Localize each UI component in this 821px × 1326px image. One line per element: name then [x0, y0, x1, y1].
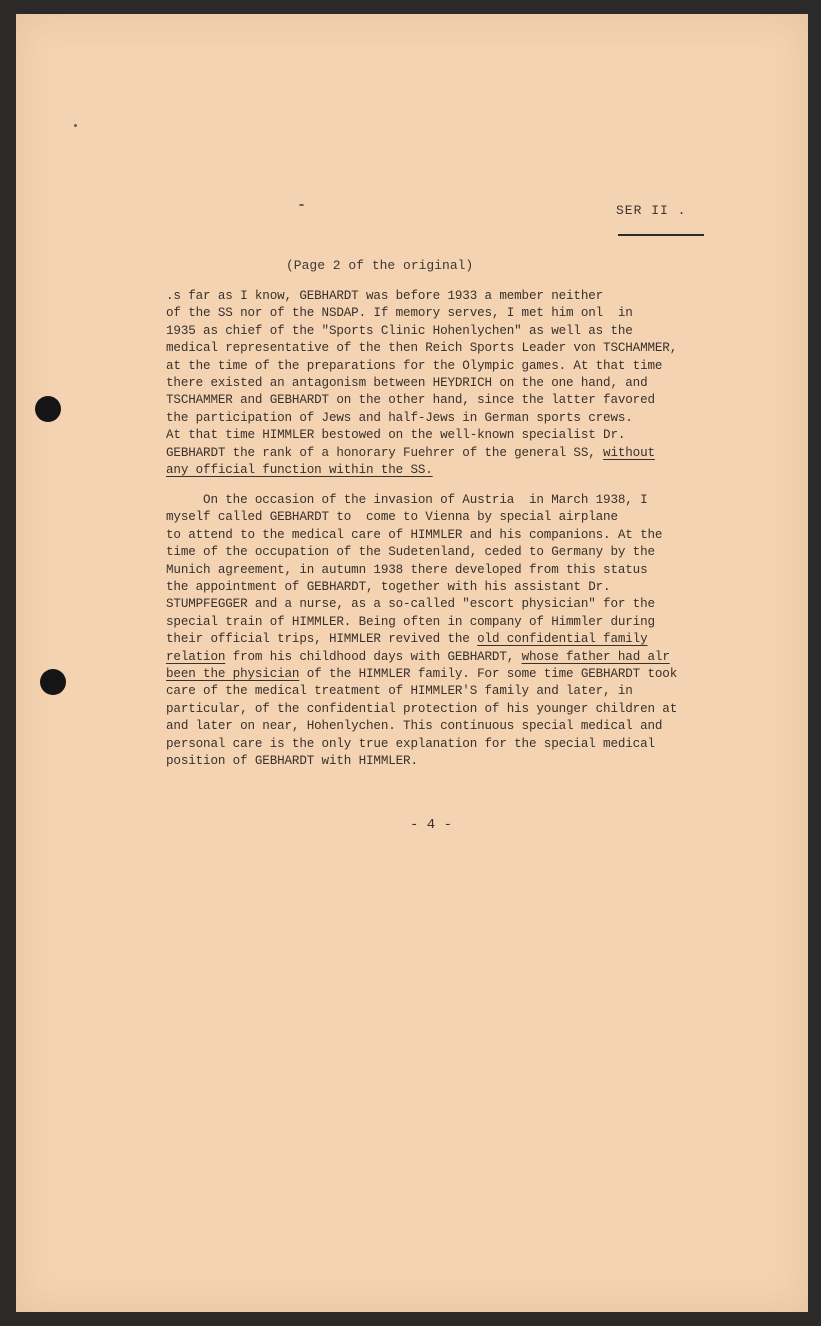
p2-line: from his childhood days with GEBHARDT,	[225, 649, 522, 664]
p2-line: time of the occupation of the Sudetenland, ceded to Germany by the	[166, 545, 655, 560]
underlined-text: old confidential family	[477, 632, 648, 647]
p1-line: the participation of Jews and half-Jews in German sports crews.	[166, 410, 633, 425]
p2-line: their official trips, HIMMLER revived the	[166, 632, 478, 647]
p1-line: TSCHAMMER and GEBHARDT on the other hand, since the latter favored	[166, 393, 655, 408]
paragraph-1	[166, 288, 677, 479]
underlined-text: any official function within the SS.	[166, 463, 433, 478]
punch-hole-top	[35, 396, 61, 422]
p1-line: there existed an antagonism between HEYDRICH on the one hand, and	[166, 376, 648, 391]
p2-line: position of GEBHARDT with HIMMLER.	[166, 754, 418, 769]
punch-hole-bottom	[40, 669, 66, 695]
underlined-text: without	[603, 445, 655, 460]
p2-line: of the HIMMLER family. For some time GEBHARDT took	[299, 667, 678, 682]
p2-line: myself called GEBHARDT to come to Vienna by special airplane	[166, 510, 618, 525]
page-number: - 4 -	[410, 817, 453, 833]
p1-line: 1935 as chief of the "Sports Clinic Hohenlychen" as well as the	[166, 323, 633, 338]
p2-line: to attend to the medical care of HIMMLER and his companions. At the	[166, 527, 663, 542]
p2-line: special train of HIMMLER. Being often in company of Himmler during	[166, 614, 655, 629]
page-note: (Page 2 of the original)	[286, 258, 474, 273]
p2-line: personal care is the only true explanation for the special medical	[166, 736, 655, 751]
reference-underline	[618, 234, 704, 236]
paper-speck	[299, 204, 304, 206]
underlined-text: been the physician	[166, 667, 300, 682]
reference-code: SER II .	[616, 203, 687, 218]
p1-line: .s far as I know, GEBHARDT was before 1933 a member neither	[166, 289, 604, 303]
underlined-text: relation	[166, 649, 226, 664]
p2-line: and later on near, Hohenlychen. This continuous special medical and	[166, 719, 663, 734]
p2-line: STUMPFEGGER and a nurse, as a so-called "escort physician" for the	[166, 597, 655, 612]
p2-line: Munich agreement, in autumn 1938 there developed from this status	[166, 562, 648, 577]
p2-line: On the occasion of the invasion of Austria in March 1938, I	[166, 493, 648, 507]
underlined-text: whose father had alr	[521, 649, 670, 664]
p2-line: care of the medical treatment of HIMMLER'S family and later, in	[166, 684, 633, 699]
p1-line: medical representative of the then Reich Sports Leader von TSCHAMMER,	[166, 341, 678, 356]
p2-line: particular, of the confidential protection of his younger children at	[166, 701, 678, 716]
p1-line: of the SS nor of the NSDAP. If memory serves, I met him onl in	[166, 306, 633, 321]
p1-line: At that time HIMMLER bestowed on the well-known specialist Dr.	[166, 428, 626, 443]
p2-line: the appointment of GEBHARDT, together with his assistant Dr.	[166, 580, 611, 595]
p1-line: at the time of the preparations for the Olympic games. At that time	[166, 358, 663, 373]
p1-line: GEBHARDT the rank of a honorary Fuehrer of the general SS,	[166, 445, 604, 460]
paper-speck	[74, 124, 77, 127]
paragraph-2	[166, 492, 677, 771]
